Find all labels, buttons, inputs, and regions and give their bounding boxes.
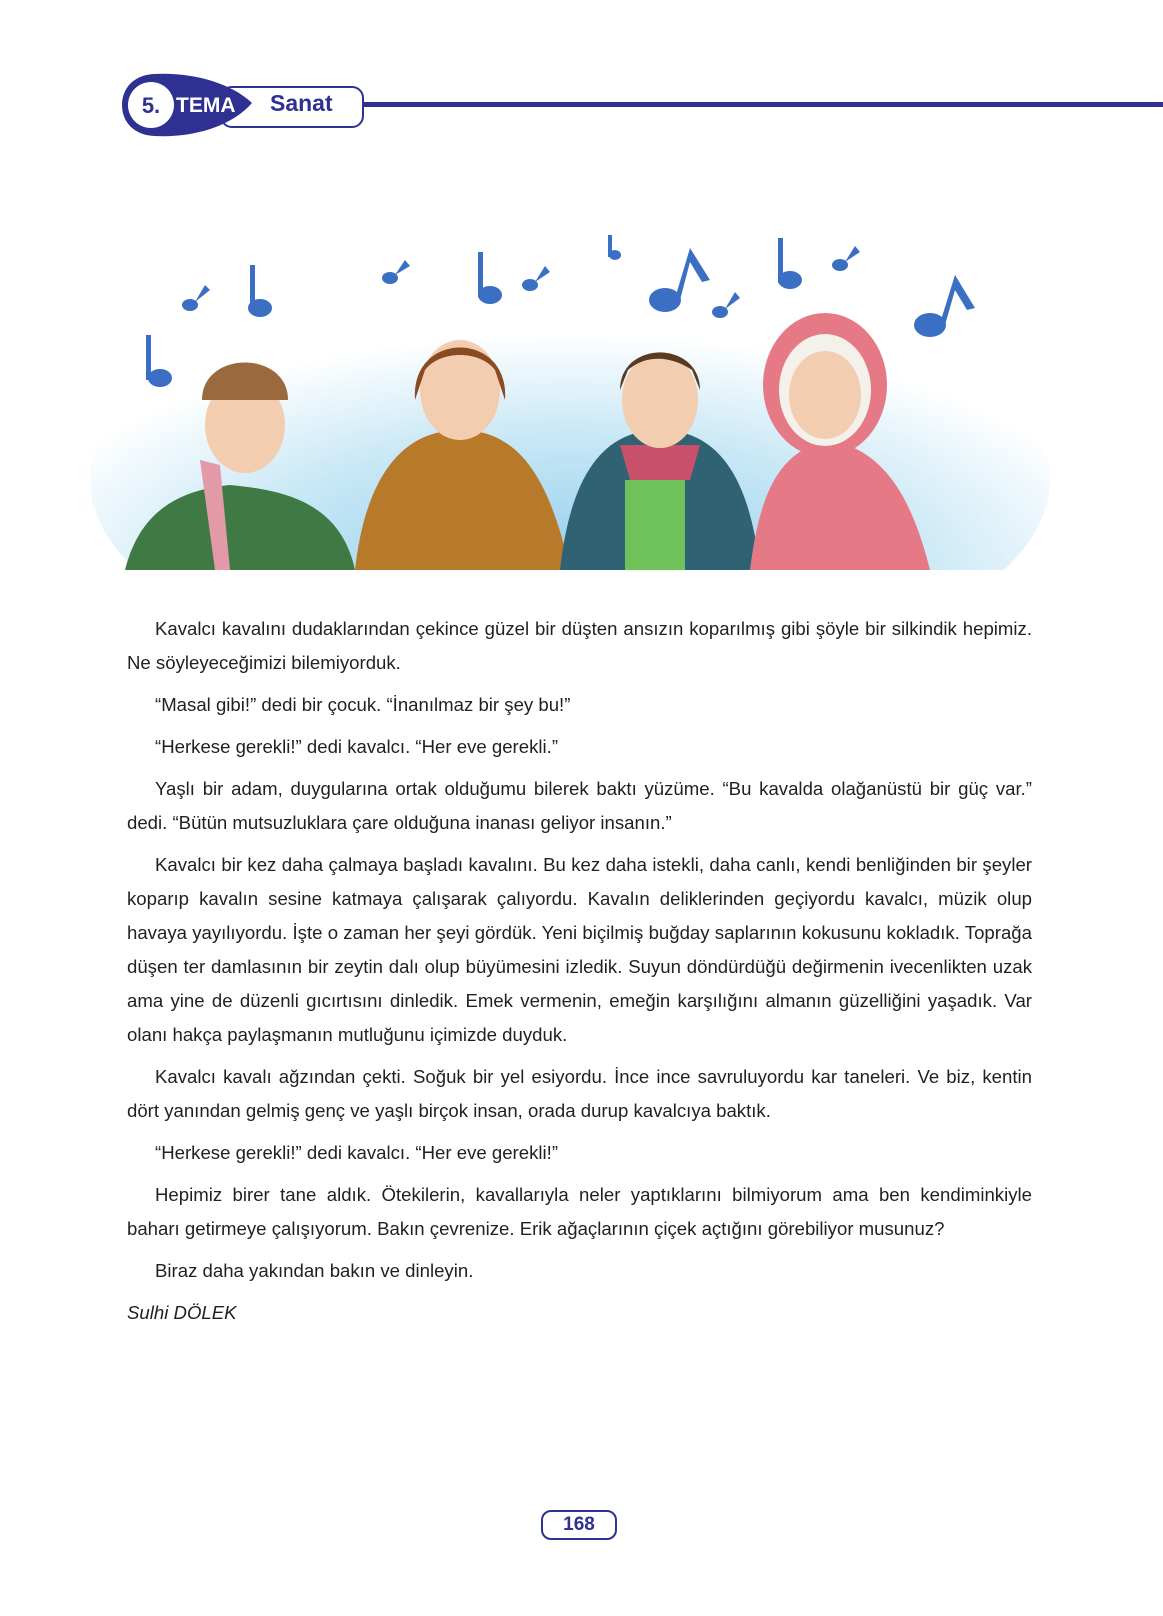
- music-note-icon: [914, 275, 975, 337]
- story-text: [127, 612, 1032, 1338]
- paragraph: Kavalcı bir kez daha çalmaya başladı kavalını. Bu kez daha istekli, daha canlı, kendi benliğinden bir şeyler koparıp kavalın sesine katmaya çalışarak çalıyordu. Kavalın deliklerinden geçiyordu kavalcı, müzik olup havaya yayılıyordu. İşte o zaman her şeyi gördük. Yeni biçilmiş buğday saplarının kokusunu kokladık. Toprağa düşen ter damlasının bir zeytin dalı olup büyümesini izledik. Suyun döndürdüğü değirmenin ivecenlikten uzak ama yine de düzenli gıcırtısını dinledik. Emek vermenin, emeğin karşılığını almanın güzelliğini yaşadık. Var olanı hakça paylaşmanın mutluğunu içimizde duyduk.: [127, 854, 1032, 1045]
- page-number: 168: [541, 1510, 617, 1540]
- carolers-illustration: [80, 230, 1050, 585]
- music-note-icon: [382, 260, 410, 284]
- header-rule: [355, 102, 1163, 107]
- music-note-icon: [146, 335, 172, 387]
- paragraph: Biraz daha yakından bakın ve dinleyin.: [155, 1260, 474, 1281]
- theme-label: TEMA: [176, 94, 236, 117]
- paragraph: “Masal gibi!” dedi bir çocuk. “İnanılmaz bir şey bu!”: [155, 694, 571, 715]
- theme-number: 5.: [141, 93, 161, 118]
- paragraph: Yaşlı bir adam, duygularına ortak olduğumu bilerek baktı yüzüme. “Bu kavalda olağanüstü bir güç var.” dedi. “Bütün mutsuzluklara çare olduğuna inanası geliyor insanın.”: [127, 778, 1032, 833]
- theme-number-badge: [120, 72, 260, 138]
- theme-title: Sanat: [270, 90, 333, 116]
- paragraph: Hepimiz birer tane aldık. Ötekilerin, kavallarıyla neler yaptıklarını bilmiyorum ama ben kendiminkiyle baharı getirmeye çalışıyorum. Bakın çevrenize. Erik ağaçlarının çiçek açtığını görebiliyor musunuz?: [127, 1184, 1032, 1239]
- music-note-icon: [248, 265, 272, 317]
- paragraph: “Herkese gerekli!” dedi kavalcı. “Her eve gerekli.”: [155, 736, 559, 757]
- author-name: Sulhi DÖLEK: [127, 1302, 237, 1323]
- paragraph: “Herkese gerekli!” dedi kavalcı. “Her eve gerekli!”: [155, 1142, 559, 1163]
- music-note-icon: [832, 246, 860, 271]
- music-note-icon: [778, 238, 802, 289]
- paragraph: Kavalcı kavalı ağzından çekti. Soğuk bir yel esiyordu. İnce ince savruluyordu kar taneleri. Ve biz, kentin dört yanından gelmiş genç ve yaşlı birçok insan, orada durup kavalcıya baktık.: [127, 1066, 1032, 1121]
- music-note-icon: [608, 235, 621, 260]
- theme-header: [120, 72, 1163, 142]
- music-note-icon: [182, 285, 210, 311]
- paragraph: Kavalcı kavalını dudaklarından çekince güzel bir düşten ansızın koparılmış gibi şöyle bir silkindik hepimiz. Ne söyleyeceğimizi bilemiyorduk.: [127, 618, 1032, 673]
